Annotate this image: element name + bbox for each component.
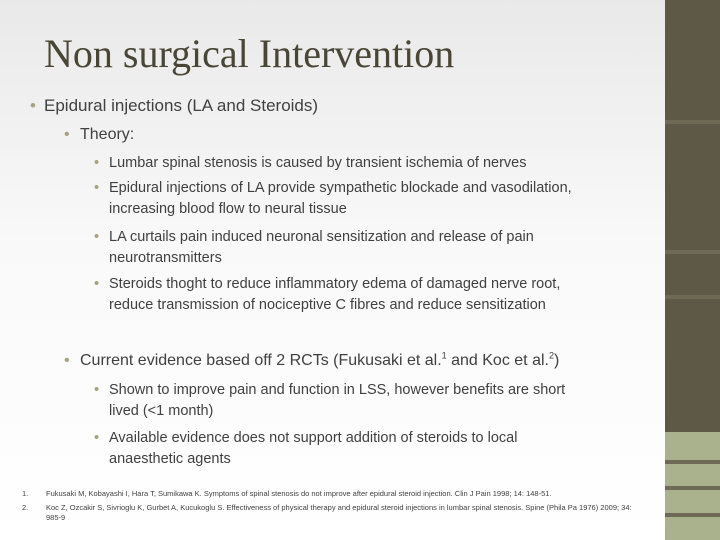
bullet-marker: •: [94, 180, 100, 196]
sidebar-accent-block: [665, 432, 720, 540]
theory-point-line: LA curtails pain induced neuronal sensitization and release of pain: [109, 229, 534, 245]
evidence-point: [109, 428, 517, 470]
bullet-marker: •: [64, 352, 70, 369]
evidence-point-line: Shown to improve pain and function in LSS, however benefits are short: [109, 382, 566, 398]
bullet-marker: •: [94, 382, 100, 398]
bullet-marker: •: [94, 155, 100, 171]
sidebar-divider: [665, 486, 720, 490]
page-title: Non surgical Intervention: [44, 31, 455, 76]
theory-point-line: Lumbar spinal stenosis is caused by transient ischemia of nerves: [109, 155, 527, 171]
bullet-marker: •: [64, 126, 70, 143]
sidebar-divider: [665, 295, 720, 299]
theory-point-line: Steroids thoght to reduce inflammatory edema of damaged nerve root,: [109, 276, 561, 292]
citation-1: 1: [441, 350, 447, 361]
theory-point-line: increasing blood flow to neural tissue: [109, 201, 347, 217]
theory-point: [109, 178, 572, 220]
bullet-theory: Theory:: [80, 126, 135, 143]
theory-point-line: reduce transmission of nociceptive C fibres and reduce sensitization: [109, 297, 546, 313]
evidence-text: ): [553, 352, 560, 369]
bullet-evidence: [80, 352, 559, 370]
evidence-point-line: Available evidence does not support addition of steroids to local: [109, 430, 518, 446]
bullet-marker: •: [94, 276, 100, 292]
reference-item: [22, 503, 642, 523]
evidence-point-line: lived (<1 month): [109, 403, 214, 419]
theory-point: [109, 227, 534, 269]
reference-item: [22, 489, 642, 499]
decorative-sidebar: [665, 0, 720, 540]
evidence-point-line: anaesthetic agents: [109, 451, 231, 467]
reference-text: Koc Z, Ozcakir S, Sivrioglu K, Gurbet A, Kucukoglu S. Effectiveness of physical therapy and epidural steroid injections in lumbar spinal stenosis. Spine (Phila Pa 1976) 2009; 34: 985-9: [46, 503, 632, 522]
reference-number: 1.: [22, 489, 29, 498]
bullet-epidural: Epidural injections (LA and Steroids): [44, 96, 319, 115]
sidebar-divider: [665, 513, 720, 517]
references: [22, 489, 642, 527]
theory-point-line: neurotransmitters: [109, 250, 222, 266]
theory-point: [109, 274, 560, 316]
citation-2: 2: [548, 350, 554, 361]
sidebar-divider: [665, 120, 720, 124]
bullet-marker: •: [94, 229, 100, 245]
reference-text: Fukusaki M, Kobayashi I, Hara T, Sumikawa K. Symptoms of spinal stenosis do not improve after epidural steroid injection. Clin J Pain 1998; 14: 148-51.: [46, 489, 552, 498]
bullet-marker: •: [30, 96, 36, 115]
evidence-point: [109, 380, 565, 422]
bullet-marker: •: [94, 430, 100, 446]
theory-point-line: Epidural injections of LA provide sympathetic blockade and vasodilation,: [109, 180, 572, 196]
sidebar-divider: [665, 250, 720, 254]
evidence-text: and Koc et al.: [446, 352, 549, 369]
sidebar-divider: [665, 460, 720, 464]
evidence-text: Current evidence based off 2 RCTs (Fukusaki et al.: [80, 352, 442, 369]
reference-number: 2.: [22, 503, 29, 512]
theory-point: [109, 153, 526, 174]
